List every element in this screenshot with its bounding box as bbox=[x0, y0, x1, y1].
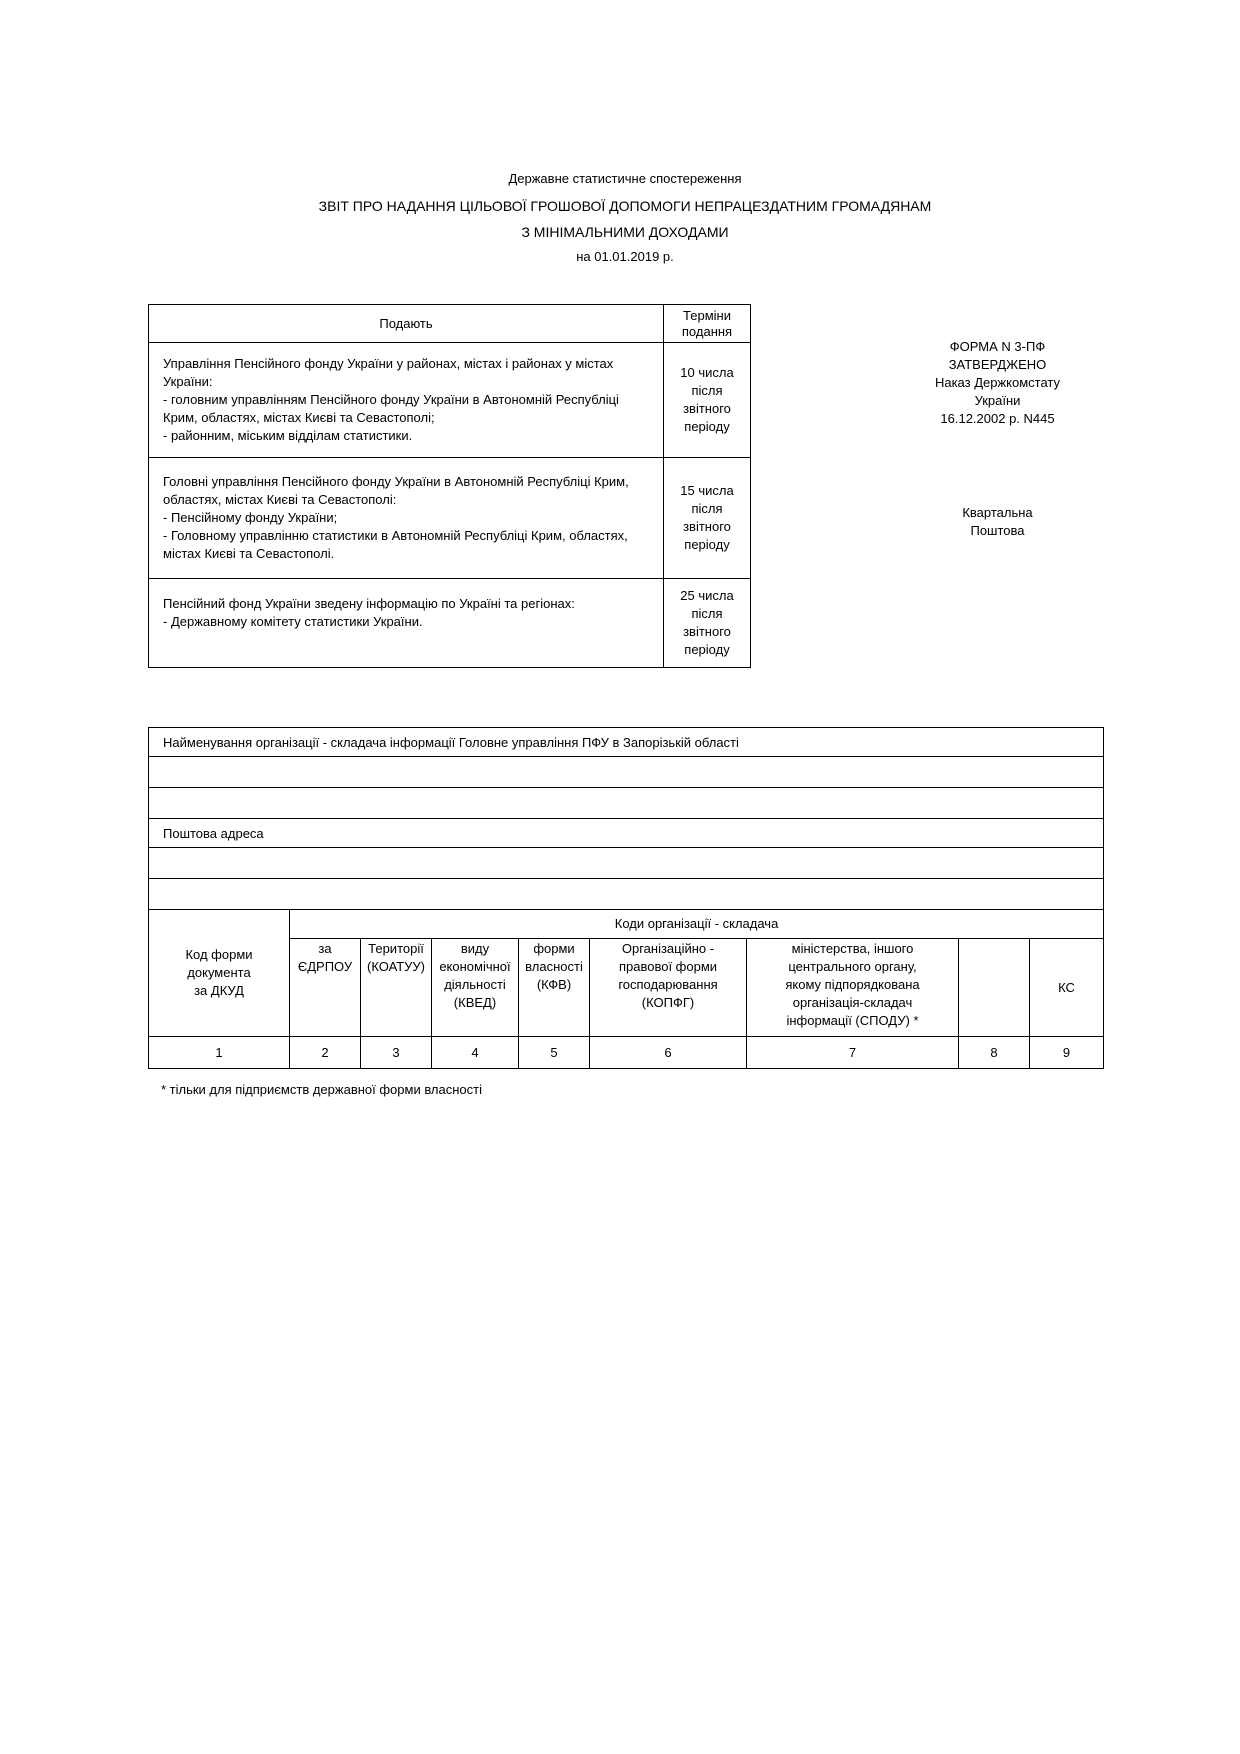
code-col-kved: виду економічної діяльності (КВЕД) bbox=[432, 939, 519, 1037]
code-col-koatuu: Території (КОАТУУ) bbox=[361, 939, 432, 1037]
submission-row bbox=[149, 458, 751, 579]
col-number: 7 bbox=[747, 1037, 959, 1069]
col-number: 6 bbox=[590, 1037, 747, 1069]
codes-header: Коди організації - складача bbox=[290, 910, 1104, 939]
organization-table bbox=[148, 727, 1104, 1069]
submitter-cell: Пенсійний фонд України зведену інформацію по Україні та регіонах: - Державному комітету статистики України. bbox=[149, 579, 664, 668]
col-number: 1 bbox=[149, 1037, 290, 1069]
deadline-cell: 10 числа після звітного періоду bbox=[664, 343, 751, 458]
report-title-line1: ЗВІТ ПРО НАДАННЯ ЦІЛЬОВОЇ ГРОШОВОЇ ДОПОМОГИ НЕПРАЦЕЗДАТНИМ ГРОМАДЯНАМ bbox=[318, 198, 932, 214]
code-col-edrpou: за ЄДРПОУ bbox=[290, 939, 361, 1037]
footnote: * тільки для підприємств державної форми власності bbox=[161, 1082, 482, 1097]
report-title-line2: З МІНІМАЛЬНИМИ ДОХОДАМИ bbox=[521, 224, 729, 240]
code-col-empty bbox=[959, 939, 1030, 1037]
submitter-cell: Управління Пенсійного фонду України у районах, містах і районах у містах України: - головним управлінням Пенсійного фонду України в Автономній Республіці Крим, областях, містах Києві та Севастополі; - районним, міським відділам статистики. bbox=[149, 343, 664, 458]
dkud-header: Код форми документа за ДКУД bbox=[149, 910, 290, 1037]
deadline-cell: 25 числа після звітного періоду bbox=[664, 579, 751, 668]
deadline-cell: 15 числа після звітного періоду bbox=[664, 458, 751, 579]
blank-row bbox=[149, 757, 1104, 788]
submission-row bbox=[149, 579, 751, 668]
submission-row bbox=[149, 343, 751, 458]
periodicity-block: Квартальна Поштова bbox=[962, 505, 1033, 538]
blank-row bbox=[149, 848, 1104, 879]
postal-address-row: Поштова адреса bbox=[149, 819, 1104, 848]
col-header-who: Подають bbox=[149, 305, 664, 343]
org-name-row: Найменування організації - складача інформації Головне управління ПФУ в Запорізькій області bbox=[149, 728, 1104, 757]
code-col-ks: КС bbox=[1030, 939, 1104, 1037]
blank-row bbox=[149, 788, 1104, 819]
form-approval-block: ФОРМА N 3-ПФ ЗАТВЕРДЖЕНО Наказ Держкомстату України 16.12.2002 р. N445 bbox=[934, 339, 1061, 426]
col-number: 5 bbox=[519, 1037, 590, 1069]
col-number: 8 bbox=[959, 1037, 1030, 1069]
code-col-kfv: форми власності (КФВ) bbox=[519, 939, 590, 1037]
col-header-term: Терміни подання bbox=[664, 305, 751, 343]
col-number: 4 bbox=[432, 1037, 519, 1069]
submission-table bbox=[148, 304, 751, 668]
submitter-cell: Головні управління Пенсійного фонду України в Автономній Республіці Крим, областях, містах Києві та Севастополі: - Пенсійному фонду України; - Головному управлінню статистики в Автономній Республіці Крим, областях, містах Києві та Севастополі. bbox=[149, 458, 664, 579]
code-col-kopfg: Організаційно - правової форми господарювання (КОПФГ) bbox=[590, 939, 747, 1037]
col-number: 9 bbox=[1030, 1037, 1104, 1069]
col-number: 2 bbox=[290, 1037, 361, 1069]
survey-label: Державне статистичне спостереження bbox=[508, 171, 742, 186]
code-col-spodu: міністерства, іншого центрального органу, якому підпорядкована організація-складач інформації (СПОДУ) * bbox=[747, 939, 959, 1037]
report-date: на 01.01.2019 р. bbox=[576, 249, 674, 264]
col-number: 3 bbox=[361, 1037, 432, 1069]
blank-row bbox=[149, 879, 1104, 910]
